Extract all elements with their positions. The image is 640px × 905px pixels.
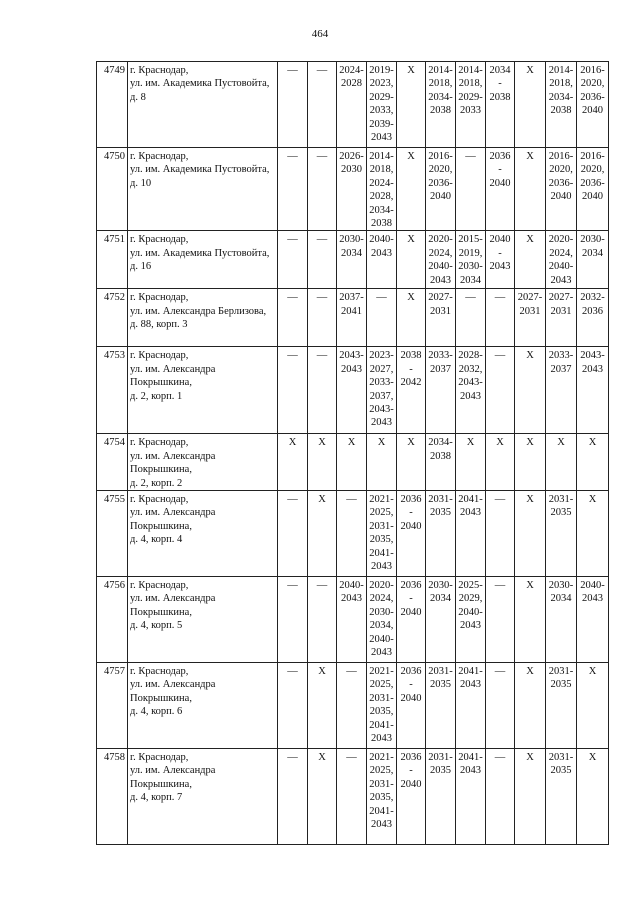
period-value: 2024- 2028 — [339, 65, 364, 90]
period-value: — — [316, 151, 328, 162]
period-cell — [577, 749, 609, 845]
period-value: 2037- 2041 — [339, 292, 364, 317]
period-cell — [367, 749, 397, 845]
period-cell — [486, 491, 515, 577]
period-value: 2031- 2035 — [428, 752, 453, 777]
period-cell — [337, 577, 367, 663]
period-cell — [367, 434, 397, 491]
period-cell — [278, 434, 308, 491]
period-value: 2041- 2043 — [458, 752, 483, 777]
period-cell — [546, 231, 577, 289]
period-value: 2020- 2024, 2030- 2034, 2040- 2043 — [369, 580, 394, 659]
period-cell — [397, 749, 426, 845]
period-value: — — [287, 580, 298, 592]
period-cell — [397, 62, 426, 148]
period-cell — [577, 148, 609, 231]
period-cell — [426, 231, 456, 289]
period-cell — [397, 491, 426, 577]
period-value: — — [494, 580, 506, 592]
period-cell — [367, 663, 397, 749]
period-value: X — [407, 65, 415, 76]
period-value: 2031- 2035 — [548, 494, 574, 519]
period-value: — — [494, 350, 506, 362]
period-value: 2036- 2040 — [489, 151, 511, 189]
period-cell — [456, 347, 486, 434]
period-value: 2021- 2025, 2031- 2035, 2041- 2043 — [369, 666, 394, 745]
period-cell — [308, 577, 337, 663]
period-cell — [515, 577, 546, 663]
period-value: 2031- 2035 — [428, 666, 453, 691]
period-value: X — [407, 234, 415, 246]
period-cell — [426, 577, 456, 663]
period-value: — — [494, 494, 506, 506]
table-row — [97, 434, 609, 491]
row-number: 4755 — [97, 491, 128, 577]
period-value: X — [588, 666, 597, 678]
table-row — [97, 663, 609, 749]
period-cell — [456, 749, 486, 845]
row-number: 4751 — [97, 231, 128, 289]
period-value: — — [287, 666, 298, 678]
period-cell — [426, 148, 456, 231]
period-cell — [577, 434, 609, 491]
row-number: 4750 — [97, 148, 128, 231]
row-number: 4757 — [97, 663, 128, 749]
period-value: 2023- 2027, 2033- 2037, 2043- 2043 — [369, 350, 394, 429]
period-value: — — [287, 234, 298, 246]
period-value: — — [316, 580, 328, 592]
period-value: — — [316, 65, 328, 76]
period-value: 2021- 2025, 2031- 2035, 2041- 2043 — [369, 752, 394, 831]
table-row — [97, 289, 609, 347]
period-cell — [308, 289, 337, 347]
period-cell — [456, 148, 486, 231]
period-cell — [546, 577, 577, 663]
period-value: 2033- 2037 — [428, 350, 453, 375]
period-cell — [426, 62, 456, 148]
period-cell — [397, 289, 426, 347]
period-value: 2020- 2024, 2040- 2043 — [428, 234, 453, 286]
period-value: 2043- 2043 — [339, 350, 364, 375]
period-value: X — [526, 151, 534, 162]
period-cell — [426, 289, 456, 347]
period-cell — [546, 289, 577, 347]
period-value: X — [318, 752, 326, 764]
period-value: 2036- 2040 — [400, 752, 422, 790]
period-value: 2015- 2019, 2030- 2034 — [458, 234, 483, 286]
period-value: 2036- 2040 — [400, 666, 422, 704]
period-value: 2030- 2034 — [580, 234, 605, 259]
row-number: 4752 — [97, 289, 128, 347]
period-cell — [337, 663, 367, 749]
period-value: — — [287, 151, 298, 162]
period-cell — [337, 62, 367, 148]
period-cell — [486, 749, 515, 845]
period-value: 2031- 2035 — [428, 494, 453, 519]
period-value: — — [316, 350, 328, 362]
period-cell — [456, 577, 486, 663]
period-cell — [456, 289, 486, 347]
period-value: X — [288, 437, 297, 449]
period-value: 2041- 2043 — [458, 666, 483, 691]
period-value: — — [494, 752, 506, 764]
period-cell — [577, 231, 609, 289]
period-cell — [337, 749, 367, 845]
period-cell — [577, 62, 609, 148]
period-value: 2016- 2020, 2036- 2040 — [580, 65, 605, 117]
period-value: — — [376, 292, 387, 304]
period-value: X — [377, 437, 386, 449]
period-cell — [486, 289, 515, 347]
period-cell — [308, 62, 337, 148]
period-value: 2019- 2023, 2029- 2033, 2039- 2043 — [369, 65, 394, 144]
period-value: 2021- 2025, 2031- 2035, 2041- 2043 — [369, 494, 394, 573]
period-value: X — [588, 752, 597, 764]
period-value: X — [526, 580, 534, 592]
period-cell — [278, 289, 308, 347]
period-value: 2026- 2030 — [339, 151, 364, 176]
period-cell — [486, 231, 515, 289]
page-number: 464 — [311, 28, 329, 40]
period-cell — [515, 62, 546, 148]
period-cell — [515, 663, 546, 749]
period-value: X — [496, 437, 504, 449]
row-number: 4749 — [97, 62, 128, 148]
period-value: 2016- 2020, 2036- 2040 — [580, 151, 605, 203]
period-cell — [367, 231, 397, 289]
period-cell — [367, 289, 397, 347]
period-cell — [515, 289, 546, 347]
period-cell — [546, 347, 577, 434]
period-cell — [515, 491, 546, 577]
address-cell: г. Краснодар, ул. им. Александра Покрышкина, д. 4, корп. 7 — [128, 749, 278, 845]
period-value: — — [287, 65, 298, 76]
period-cell — [278, 148, 308, 231]
period-cell — [515, 347, 546, 434]
period-cell — [308, 231, 337, 289]
period-cell — [278, 663, 308, 749]
period-value: 2034- 2038 — [489, 65, 511, 103]
period-cell — [397, 231, 426, 289]
address-cell: г. Краснодар, ул. им. Александра Покрышкина, д. 2, корп. 2 — [128, 434, 278, 491]
period-cell — [546, 62, 577, 148]
period-cell — [308, 749, 337, 845]
period-cell — [426, 347, 456, 434]
period-value: — — [287, 494, 298, 506]
period-value: X — [318, 494, 326, 506]
period-value: 2038- 2042 — [400, 350, 422, 389]
table-row — [97, 749, 609, 845]
period-value: 2032- 2036 — [580, 292, 605, 317]
table-row — [97, 347, 609, 434]
period-cell — [397, 434, 426, 491]
period-value: 2014- 2018, 2029- 2033 — [458, 65, 483, 117]
period-value: X — [318, 666, 326, 678]
period-value: — — [316, 234, 328, 246]
address-cell: г. Краснодар, ул. им. Академика Пустовойта, д. 10 — [128, 148, 278, 231]
period-value: — — [465, 292, 476, 304]
period-cell — [426, 434, 456, 491]
table-row — [97, 491, 609, 577]
period-cell — [456, 434, 486, 491]
period-cell — [278, 62, 308, 148]
period-cell — [337, 347, 367, 434]
period-cell — [546, 749, 577, 845]
period-value: 2014- 2018, 2024- 2028, 2034- 2038 — [369, 151, 394, 230]
period-value: X — [466, 437, 475, 449]
period-value: 2030- 2034 — [339, 234, 364, 259]
period-cell — [397, 663, 426, 749]
period-cell — [337, 434, 367, 491]
period-value: X — [347, 437, 356, 449]
table-row — [97, 577, 609, 663]
period-cell — [367, 577, 397, 663]
period-value: X — [407, 437, 415, 449]
table-row — [97, 231, 609, 289]
period-cell — [486, 434, 515, 491]
period-value: X — [526, 65, 534, 76]
period-value: 2036- 2040 — [400, 580, 422, 618]
period-cell — [456, 231, 486, 289]
period-cell — [546, 434, 577, 491]
period-cell — [546, 148, 577, 231]
period-value: — — [287, 292, 298, 304]
period-cell — [367, 347, 397, 434]
period-value: 2030- 2034 — [548, 580, 574, 605]
period-cell — [278, 577, 308, 663]
period-cell — [456, 62, 486, 148]
period-cell — [278, 231, 308, 289]
period-cell — [577, 491, 609, 577]
period-cell — [456, 491, 486, 577]
row-number: 4754 — [97, 434, 128, 491]
period-value: — — [494, 292, 506, 304]
period-value: 2025- 2029, 2040- 2043 — [458, 580, 483, 632]
period-value: — — [287, 350, 298, 362]
period-value: 2027- 2031 — [517, 292, 543, 317]
period-value: X — [588, 437, 597, 449]
period-value: 2043- 2043 — [580, 350, 605, 375]
period-cell — [308, 663, 337, 749]
period-value: X — [526, 350, 534, 362]
period-value: 2028- 2032, 2043- 2043 — [458, 350, 483, 402]
period-value: 2040- 2043 — [580, 580, 605, 605]
period-value: X — [526, 234, 534, 246]
period-cell — [515, 749, 546, 845]
address-cell: г. Краснодар, ул. им. Александра Берлизова, д. 88, корп. 3 — [128, 289, 278, 347]
period-cell — [486, 62, 515, 148]
period-cell — [337, 148, 367, 231]
period-value: 2033- 2037 — [548, 350, 574, 375]
period-cell — [308, 491, 337, 577]
period-cell — [308, 347, 337, 434]
address-cell: г. Краснодар, ул. им. Александра Покрышкина, д. 4, корп. 4 — [128, 491, 278, 577]
period-cell — [426, 491, 456, 577]
period-value: X — [526, 494, 534, 506]
period-value: 2040- 2043 — [339, 580, 364, 605]
period-value: — — [287, 752, 298, 764]
period-value: 2016- 2020, 2036- 2040 — [548, 151, 574, 203]
period-cell — [546, 663, 577, 749]
period-value: 2027- 2031 — [548, 292, 574, 317]
period-value: X — [407, 292, 415, 304]
period-cell — [278, 749, 308, 845]
period-value: 2031- 2035 — [548, 752, 574, 777]
period-cell — [367, 491, 397, 577]
address-cell: г. Краснодар, ул. им. Академика Пустовойта, д. 8 — [128, 62, 278, 148]
period-value: X — [407, 151, 415, 162]
period-value: 2031- 2035 — [548, 666, 574, 691]
address-cell: г. Краснодар, ул. им. Академика Пустовойта, д. 16 — [128, 231, 278, 289]
period-cell — [486, 663, 515, 749]
period-cell — [577, 347, 609, 434]
period-value: X — [557, 437, 565, 449]
period-value: 2027- 2031 — [428, 292, 453, 317]
period-value: 2041- 2043 — [458, 494, 483, 519]
period-value: X — [588, 494, 597, 506]
period-value: X — [526, 752, 534, 764]
address-cell: г. Краснодар, ул. им. Александра Покрышкина, д. 4, корп. 5 — [128, 577, 278, 663]
period-cell — [515, 231, 546, 289]
address-cell: г. Краснодар, ул. им. Александра Покрышкина, д. 2, корп. 1 — [128, 347, 278, 434]
period-cell — [577, 289, 609, 347]
period-value: 2014- 2018, 2034- 2038 — [548, 65, 574, 117]
period-cell — [397, 148, 426, 231]
period-cell — [486, 577, 515, 663]
period-value: X — [526, 666, 534, 678]
period-value: X — [318, 437, 326, 449]
table-row — [97, 62, 609, 148]
period-value: — — [346, 494, 357, 506]
period-value: — — [494, 666, 506, 678]
table-row — [97, 148, 609, 231]
period-value: 2030- 2034 — [428, 580, 453, 605]
row-number: 4756 — [97, 577, 128, 663]
period-cell — [308, 434, 337, 491]
period-cell — [426, 749, 456, 845]
row-number: 4753 — [97, 347, 128, 434]
address-cell: г. Краснодар, ул. им. Александра Покрышкина, д. 4, корп. 6 — [128, 663, 278, 749]
period-value: 2040- 2043 — [369, 234, 394, 259]
period-cell — [577, 577, 609, 663]
period-cell — [397, 347, 426, 434]
period-cell — [546, 491, 577, 577]
period-value: 2040- 2043 — [489, 234, 511, 273]
period-value: X — [526, 437, 534, 449]
period-cell — [367, 62, 397, 148]
period-cell — [515, 148, 546, 231]
period-value: 2014- 2018, 2034- 2038 — [428, 65, 453, 117]
period-value: — — [465, 151, 476, 162]
period-value: — — [316, 292, 328, 304]
period-cell — [337, 231, 367, 289]
period-cell — [426, 663, 456, 749]
period-cell — [278, 491, 308, 577]
period-cell — [515, 434, 546, 491]
housing-schedule-table — [96, 61, 609, 845]
period-cell — [486, 347, 515, 434]
period-value: 2016- 2020, 2036- 2040 — [428, 151, 453, 203]
period-cell — [577, 663, 609, 749]
period-cell — [308, 148, 337, 231]
period-cell — [337, 289, 367, 347]
row-number: 4758 — [97, 749, 128, 845]
period-cell — [367, 148, 397, 231]
period-cell — [278, 347, 308, 434]
period-value: 2020- 2024, 2040- 2043 — [548, 234, 574, 286]
period-cell — [486, 148, 515, 231]
period-value: 2034- 2038 — [428, 437, 453, 462]
period-cell — [337, 491, 367, 577]
period-cell — [456, 663, 486, 749]
period-value: 2036- 2040 — [400, 494, 422, 532]
period-value: — — [346, 666, 357, 678]
period-value: — — [346, 752, 357, 764]
period-cell — [397, 577, 426, 663]
